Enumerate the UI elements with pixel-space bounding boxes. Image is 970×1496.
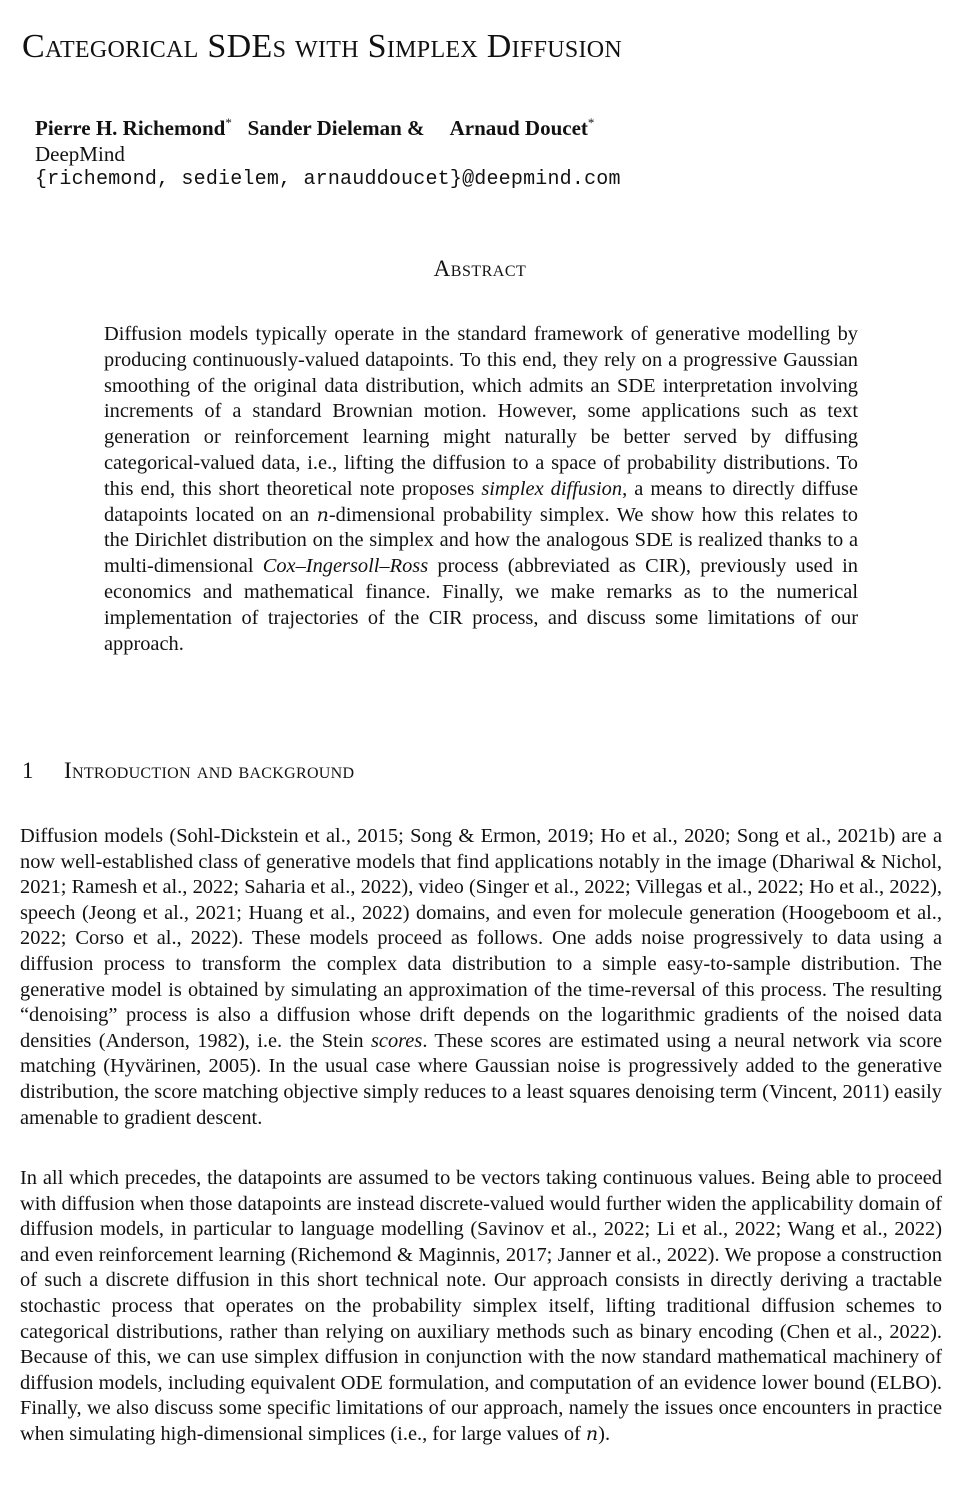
abstract-segment: process (abbreviated as CIR), previously used in economics and mathematical finance. Finally, we make remarks as to the numerical implementation of trajectories of the CIR process, and discuss some limitations of our approach. [104, 555, 858, 655]
section-number: 1 [22, 758, 34, 783]
paragraph-emphasis: scores [370, 1029, 423, 1052]
author-names [35, 110, 621, 141]
math-symbol: n [316, 503, 329, 526]
body-paragraph [20, 824, 942, 1131]
author-emails: {richemond, sedielem, arnauddoucet}@deepmind.com [35, 168, 621, 191]
body-paragraph [20, 1166, 942, 1448]
paper-title: Categorical SDEs with Simplex Diffusion [22, 28, 623, 65]
paragraph-segment: In all which precedes, the datapoints are assumed to be vectors taking continuous values. Being able to proceed with diffusion when those datapoints are instead discrete-valued would further widen the applicability domain of diffusion models, in particular to language modelling (Savinov et al., 2022; Li et al., 2022; Wang et al., 2022) and even reinforcement learning (Richemond & Maginnis, 2017; Janner et al., 2022). We propose a construction of such a discrete diffusion in this short technical note. Our approach consists in directly deriving a tractable stochastic process that operates on the probability simplex itself, lifting traditional diffusion schemes to categorical distributions, rather than relying on auxiliary methods such as binary encoding (Chen et al., 2022). Because of this, we can use simplex diffusion in conjunction with the now standard mathematical machinery of diffusion models, including equivalent ODE formulation, and computation of an evidence lower bound (ELBO). Finally, we also discuss some specific limitations of our approach, namely the issues once encounters in practice when simulating high-dimensional simplices (i.e., for large values of [20, 1167, 942, 1445]
abstract-text [104, 322, 858, 657]
abstract-segment: -dimensional probability simplex. We show how this relates to the Dirichlet distribution on the simplex and how the analogous SDE is realized thanks to a multi-dimensional [104, 503, 858, 578]
author-mark: * [225, 115, 232, 130]
author-name: Arnaud Doucet [449, 116, 588, 140]
abstract-heading: Abstract [433, 256, 527, 281]
abstract-emphasis: Cox–Ingersoll–Ross [262, 555, 429, 578]
abstract-segment: Diffusion models typically operate in the standard framework of generative modelling by producing continuously-valued datapoints. To this end, they rely on a progressive Gaussian smoothing of the original data distribution, which admits an SDE interpretation involving increments of a standard Brownian motion. However, some applications such as text generation or reinforcement learning might naturally be better served by diffusing categorical-valued data, i.e., lifting the diffusion to a space of probability distributions. To this end, this short theoretical note proposes [104, 323, 858, 500]
author-mark: * [587, 115, 595, 130]
section-heading [22, 756, 354, 786]
paragraph-segment: ). [598, 1422, 611, 1445]
abstract-emphasis: simplex diffusion [481, 477, 623, 500]
section-title: Introduction and background [64, 758, 355, 783]
math-symbol: n [585, 1422, 599, 1445]
author-block [35, 110, 621, 193]
affiliation: DeepMind [35, 142, 125, 166]
author-name: Sander Dieleman & [247, 116, 425, 140]
paragraph-segment: . These scores are estimated using a neural network via score matching (Hyvärinen, 2005). In the usual case where Gaussian noise is progressively added to the generative distribution, the score matching objective simply reduces to a least squares denoising term (Vincent, 2011) easily amenable to gradient descent. [20, 1029, 942, 1129]
abstract-segment: , a means to directly diffuse datapoints located on an [104, 477, 859, 526]
paragraph-segment: Diffusion models (Sohl-Dickstein et al., 2015; Song & Ermon, 2019; Ho et al., 2020; Song et al., 2021b) are a now well-established class of generative models that find applications notably in the image (Dhariwal & Nichol, 2021; Ramesh et al., 2022; Saharia et al., 2022), video (Singer et al., 2022; Villegas et al., 2022; Ho et al., 2022), speech (Jeong et al., 2021; Huang et al., 2022) domains, and even for molecule generation (Hoogeboom et al., 2022; Corso et al., 2022). These models proceed as follows. One adds noise progressively to data using a diffusion process to transform the complex data distribution to a simple easy-to-sample distribution. The generative model is obtained by simulating an approximation of the time-reversal of this process. The resulting “denoising” process is also a diffusion whose drift depends on the logarithmic gradients of the noised data densities (Anderson, 1982), i.e. the Stein [20, 825, 942, 1052]
author-name: Pierre H. Richemond [35, 116, 226, 140]
